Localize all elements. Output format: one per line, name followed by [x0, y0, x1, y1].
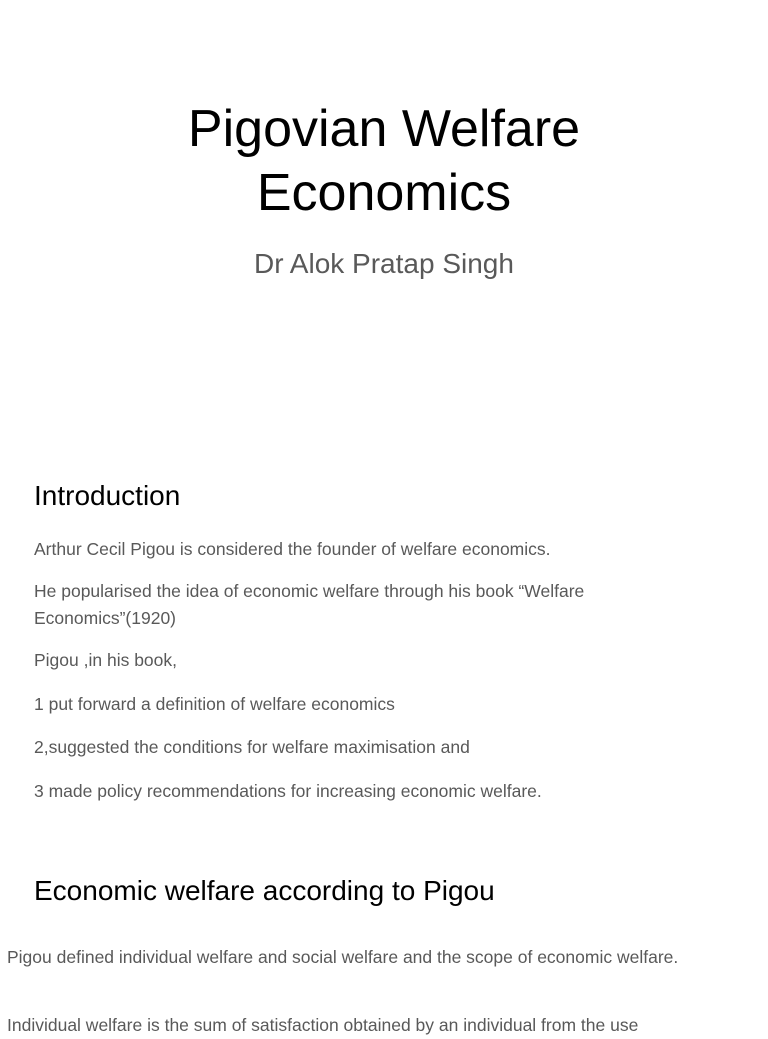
introduction-heading: Introduction — [34, 480, 181, 511]
economic-welfare-paragraph: Pigou defined individual welfare and social welfare and the scope of economic welfare. — [7, 947, 679, 967]
intro-paragraph: He popularised the idea of economic welfare through his book “Welfare Economics”(1920) — [34, 581, 585, 628]
economic-welfare-heading: Economic welfare according to Pigou — [34, 875, 495, 906]
title-line-1: Pigovian Welfare — [187, 100, 581, 158]
economic-welfare-slide — [0, 832, 768, 1035]
intro-list-item: 2,suggested the conditions for welfare maximisation and — [34, 737, 470, 757]
intro-paragraph: Pigou ,in his book, — [34, 650, 178, 670]
intro-list-item: 3 made policy recommendations for increasing economic welfare. — [34, 781, 542, 801]
economic-welfare-paragraph: Individual welfare is the sum of satisfaction obtained by an individual from the use — [7, 1015, 639, 1035]
intro-list-item: 1 put forward a definition of welfare economics — [34, 694, 395, 714]
intro-paragraph: Arthur Cecil Pigou is considered the founder of welfare economics. — [34, 539, 551, 559]
author-name: Dr Alok Pratap Singh — [254, 248, 514, 279]
introduction-slide — [0, 432, 768, 832]
title-line-2: Economics — [256, 164, 512, 222]
title-slide — [0, 0, 768, 432]
document-title — [0, 97, 768, 225]
